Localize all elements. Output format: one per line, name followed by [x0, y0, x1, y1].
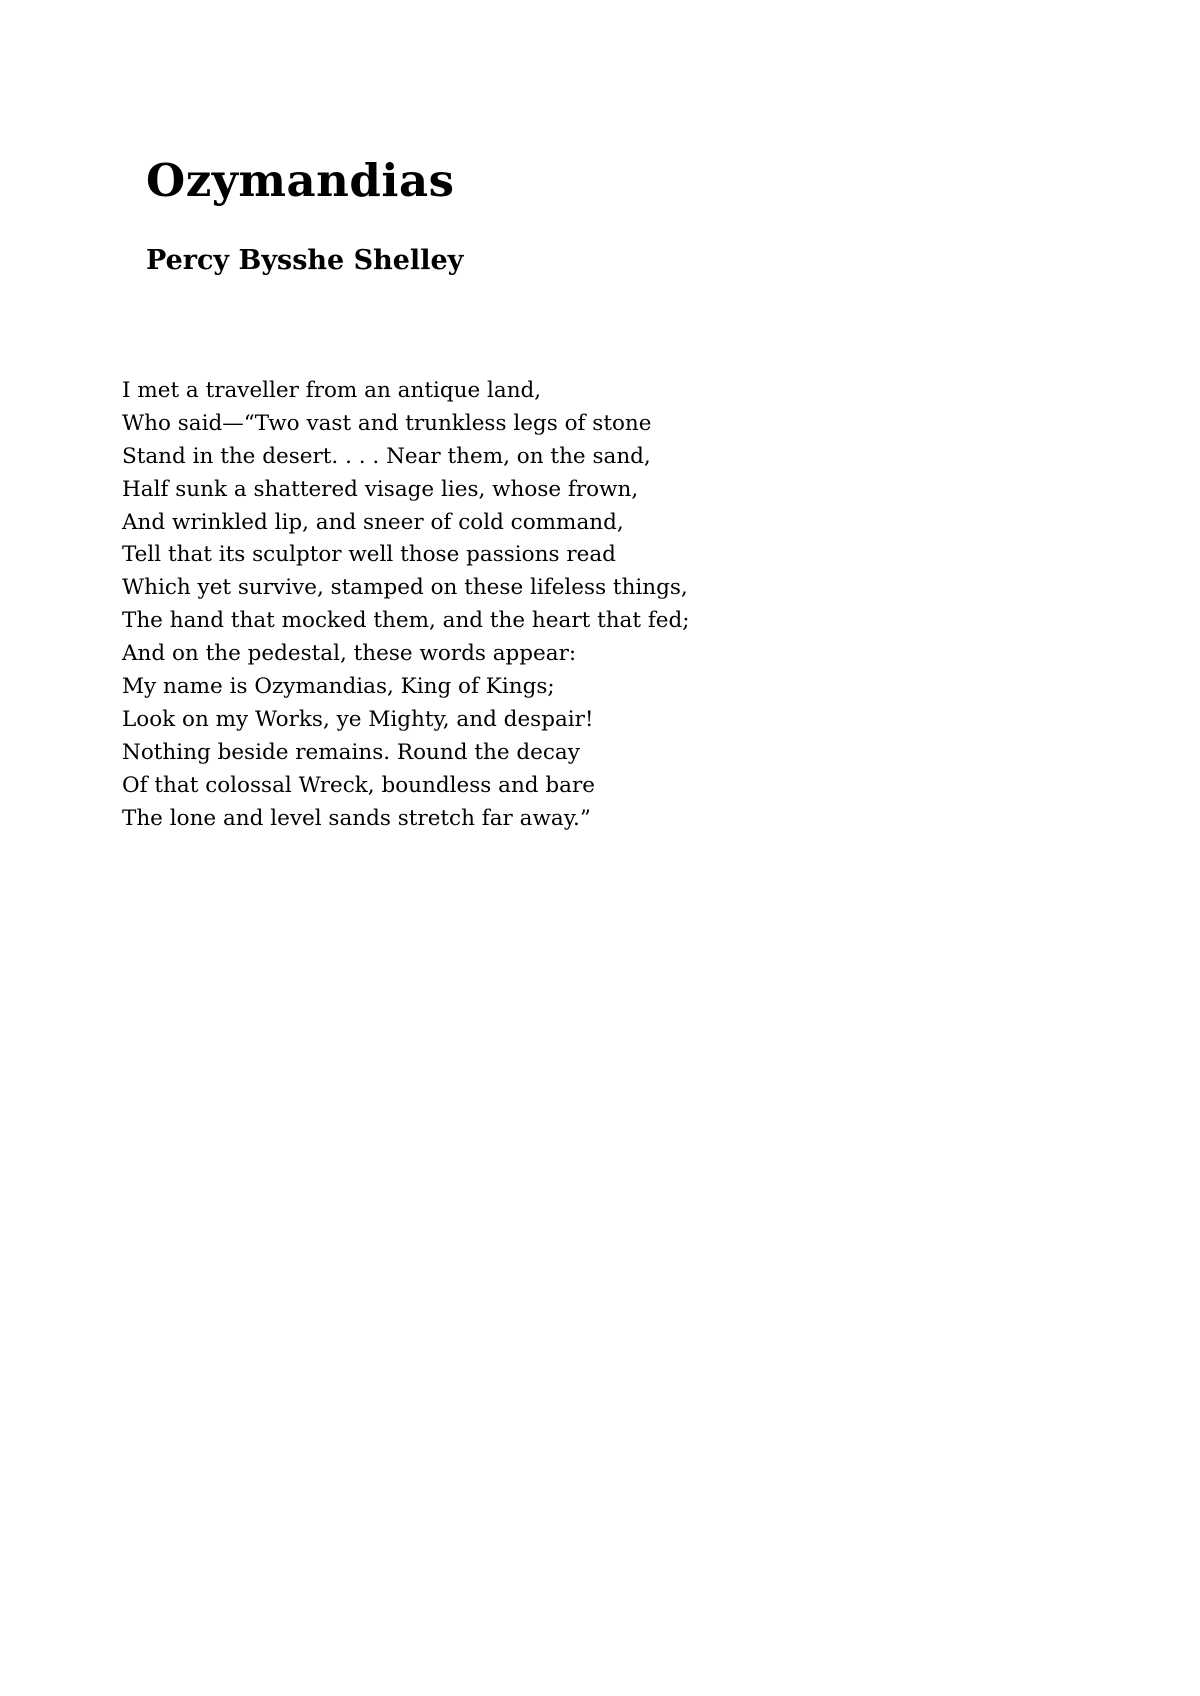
poem-line: Of that colossal Wreck, boundless and bare: [122, 772, 595, 798]
poem-line: Which yet survive, stamped on these lifeless things,: [122, 575, 688, 601]
poem-title: Ozymandias: [146, 154, 455, 207]
poem-line: Who said—“Two vast and trunkless legs of stone: [122, 410, 652, 436]
poem-line: And on the pedestal, these words appear:: [122, 641, 577, 667]
poem-line: Half sunk a shattered visage lies, whose frown,: [122, 476, 639, 502]
poem-body: [122, 375, 690, 835]
poem-author: Percy Bysshe Shelley: [146, 245, 464, 276]
poem-line: Stand in the desert. . . . Near them, on the sand,: [122, 443, 651, 469]
poem-line: The hand that mocked them, and the heart that fed;: [122, 608, 690, 634]
poem-line: And wrinkled lip, and sneer of cold command,: [122, 509, 624, 535]
poem-line: Look on my Works, ye Mighty, and despair!: [122, 706, 594, 732]
poem-line: I met a traveller from an antique land,: [122, 378, 542, 403]
poem-line: Nothing beside remains. Round the decay: [122, 739, 580, 765]
poem-line: Tell that its sculptor well those passions read: [122, 542, 616, 568]
poem-line: The lone and level sands stretch far away.”: [122, 805, 591, 831]
poem-line: My name is Ozymandias, King of Kings;: [122, 674, 555, 700]
